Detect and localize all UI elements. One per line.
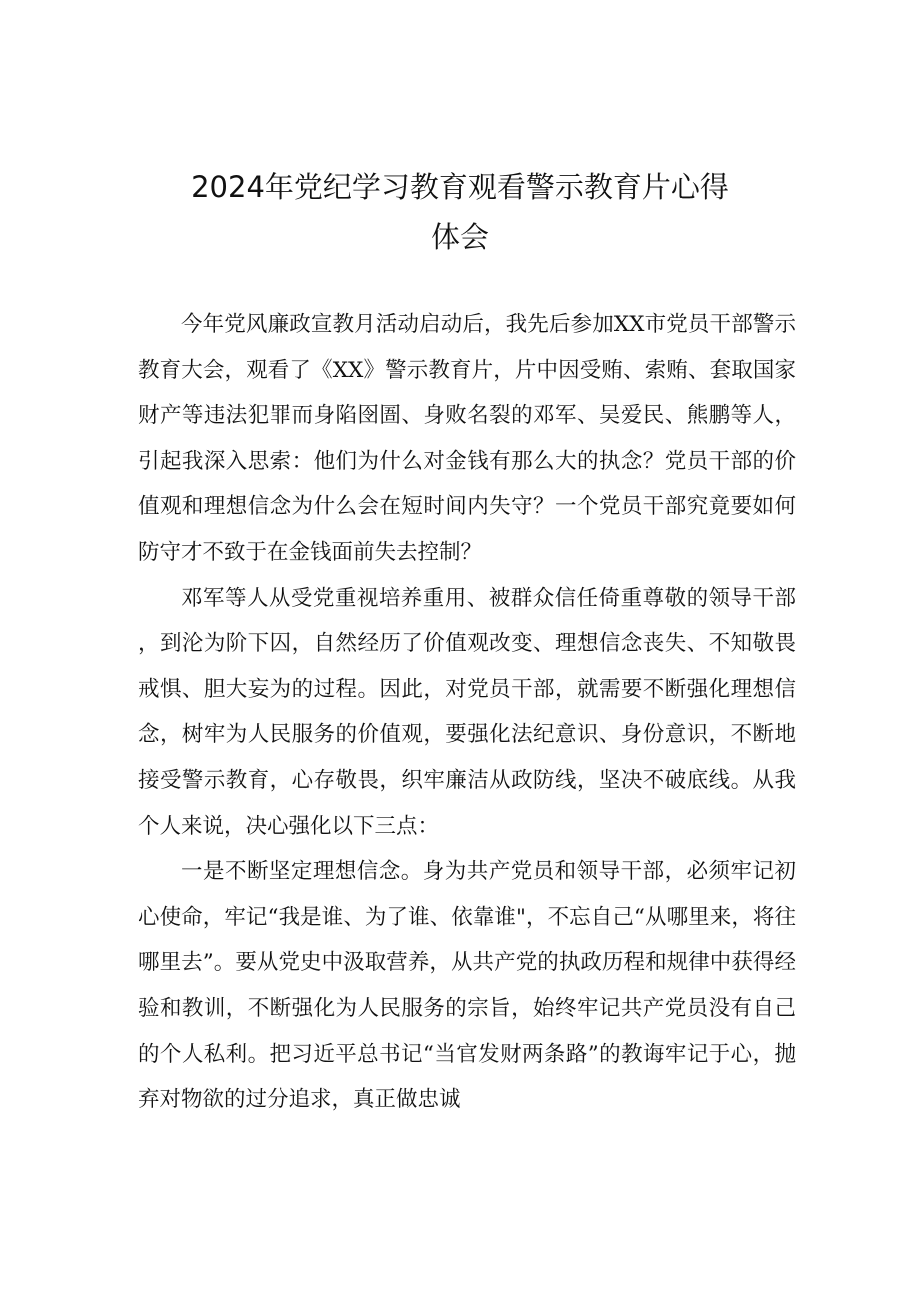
document-title-line-1: 2024年党纪学习教育观看警示教育片心得 bbox=[191, 170, 729, 204]
document-title-line-2: 体会 bbox=[430, 220, 489, 254]
paragraph-intro: 今年党风廉政宣教月活动启动后，我先后参加XX市党员干部警示教育大会，观看了《XX》警示教育片，片中因受贿、索贿、套取国家财产等违法犯罪而身陷囹圄、身败名裂的邓军、吴爱民、熊鹏等人，引起我深入思索：他们为什么对金钱有那么大的执念？党员干部的价值观和理想信念为什么会在短时间内失守？一个党员干部究竟要如何防守才不致于在金钱面前失去控制？ bbox=[138, 312, 796, 565]
paragraph-point-one: 一是不断坚定理想信念。身为共产党员和领导干部，必须牢记初心使命，牢记“我是谁、为了谁、依靠谁"，不忘自己“从哪里来，将往哪里去”。要从党史中汲取营养，从共产党的执政历程和规律中获得经验和教训，不断强化为人民服务的宗旨，始终牢记共产党员没有自己的个人私利。把习近平总书记“当官发财两条路”的教诲牢记于心，抛弃对物欲的过分追求，真正做忠诚 bbox=[138, 859, 796, 1113]
paragraph-analysis: 邓军等人从受党重视培养重用、被群众信任倚重尊敬的领导干部，到沦为阶下囚，自然经历了价值观改变、理想信念丧失、不知敬畏戒惧、胆大妄为的过程。因此，对党员干部，就需要不断强化理想信念，树牢为人民服务的价值观，要强化法纪意识、身份意识，不断地接受警示教育，心存敬畏，织牢廉洁从政防线，坚决不破底线。从我个人来说，决心强化以下三点： bbox=[138, 585, 796, 839]
document-body bbox=[138, 302, 796, 1123]
